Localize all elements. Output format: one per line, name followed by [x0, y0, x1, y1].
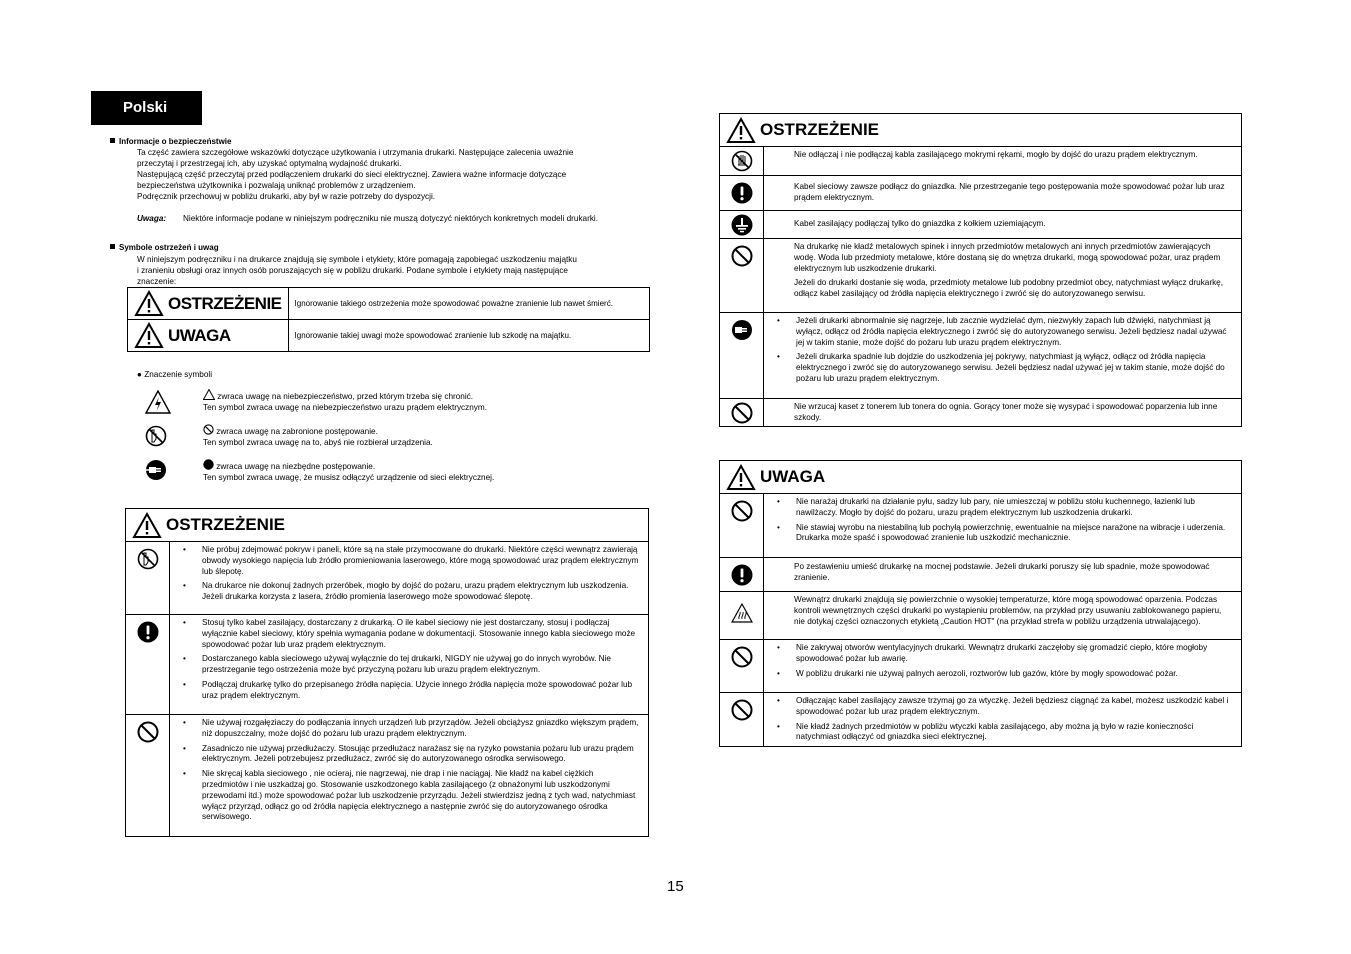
caution-right-row-5: • Odłączając kabel zasilający zawsze trzymaj go za wtyczkę. Jeżeli będziesz ciągnąć za kabel, możesz uszkodzić kabel i spowodować pożar lub uraz prądem elektrycznym. • Nie kładź żadnych przedmiotów w pobliżu wtyczki kabla zasilającego, aby można ją było w razie konieczności natychmiast odłączyć od gniazdka sieci elektrycznej.: [720, 693, 1241, 746]
warning-left-row-1: • Nie próbuj zdejmować pokryw i paneli, które są na stałe przymocowane do drukarki. Niektóre części wewnątrz zawierają obwody wysokiego napięcia lub źródło promieniowania laserowego, które mogą spowodować uraz prądem elektrycznym lub ślepotę. • Na drukarce nie dokonuj żadnych przeróbek, mogło by dojść do pożaru, urazu prądem elektrycznym lub uszkodzenia. Jeżeli drukarka korzysta z lasera, źródło promienia laserowego może spowodować ślepotę.: [126, 542, 648, 615]
warning-right-row-5: • Jeżeli drukarki abnormalnie się nagrzeje, lub zacznie wydzielać dym, niezwykły zapach lub dźwięki, natychmiast ją wyłącz, odłącz od źródła napięcia elektrycznego i zwróć się do autoryzowanego serwisu. Jeżeli będziesz nadal używać jej w takim stanie, może dojść do pożaru lub urazu prądem elektrycznym. • Jeżeli drukarka spadnie lub dojdzie do uszkodzenia jej pokrywy, natychmiast ją wyłącz, odłącz od źródła napięcia elektrycznego i zwróć się do autoryzowanego serwisu. Jeżeli będziesz nadal używać jej w takim stanie, może dojść do pożaru lub urazu prądem elektrycznym.: [720, 313, 1241, 399]
warning-box-left-header: OSTRZEŻENIE: [126, 509, 648, 542]
prohibited-icon: [731, 245, 753, 267]
no-disassembly-icon: [145, 425, 167, 452]
prohibited-icon: [731, 500, 753, 522]
symbols-text: W niniejszym podręczniku i na drukarce znajdują się symbole i etykiety, które pomagają zapobiegać uszkodzeniu majątku i zranieniu obsługi oraz innych osób poruszających się w pobliżu drukarki. Podane symbole i etykiety mają następujące znaczenie:: [137, 255, 577, 286]
mandatory-icon: [731, 182, 753, 204]
meaning-3: zwraca uwagę na niezbędne postępowanie. Ten symbol zwraca uwagę, że musisz odłączyć urządzenie od sieci elektrycznej.: [203, 459, 494, 483]
warning-right-row-1: Nie odłączaj i nie podłączaj kabla zasilającego mokrymi rękami, mogło by dojść do urazu prądem elektrycznym.: [720, 147, 1241, 176]
warning-triangle-icon: [134, 290, 164, 317]
unplug-icon: [145, 459, 169, 486]
warning-right-row-6: Nie wrzucaj kaset z tonerem lub tonera do ognia. Gorący toner może się wysypać i spowodować poparzenia lub inne szkody.: [720, 399, 1241, 427]
warning-left-row-3: • Nie używaj rozgałęziaczy do podłączania innych urządzeń lub przyrządów. Jeżeli obciążysz gniazdko większym prądem, niż dopuszczalny, może dojść do pożaru lub urazu prądem elektrycznym. • Zasadniczo nie używaj przedłużaczy. Stosując przedłużacz narażasz się na ryzyko powstania pożaru lub urazu prądem elektrycznym. Jeżeli potrzebujesz przedłużacz, zwróć się do autoryzowanego ośrodka serwisowego. • Nie skręcaj kabla sieciowego , nie ocieraj, nie nagrzewaj, nie drap i nie naciągaj. Nie kładź na kabel ciężkich przedmiotów i nie uszkadzaj go. Stosowanie uszkodzonego kabla zasilającego (z obnażonymi lub uszkodzonymi przewodami itd.) może spowodować pożar lub uszkodzenie przyrządu. Jeżeli stwierdzisz jedną z tych wad, natychmiast wyłącz przyrząd, odłącz go od źródła napięcia elektrycznego a następnie zwróć się do autoryzowanego ośrodka serwisowego.: [126, 715, 648, 837]
symbol-meaning-heading: ● Znaczenie symboli: [137, 370, 213, 379]
mandatory-small-icon: [203, 459, 214, 470]
symbols-heading: Symbole ostrzeżeń i uwag: [110, 243, 219, 252]
legend-caution-label: UWAGA: [134, 322, 282, 349]
prohibited-icon: [731, 402, 753, 424]
legend-warning-text: Ignorowanie takiego ostrzeżenia może spowodować poważne zranienie lub nawet śmierć.: [288, 288, 649, 320]
no-disassembly-icon: [137, 548, 159, 570]
caution-box-right: [719, 460, 1242, 747]
unplug-icon: [731, 319, 753, 341]
mandatory-icon: [731, 564, 753, 586]
safety-info-text: Ta część zawiera szczegółowe wskazówki dotyczące użytkowania i utrzymania drukarki. Następujące zalecenia uważnie przeczytaj i przestrzegaj ich, aby uzyskać optymalną wydajność drukarki. Następującą część przeczytaj przed podłączeniem drukarki do sieci elektrycznej. Zawiera ważne informacje dotyczące bezpieczeństwa użytkownika i pozwalają uniknąć problemów z urządzeniem. Podręcznik przechowuj w pobliżu drukarki, aby był w razie potrzeby do dyspozycji.: [137, 148, 574, 201]
warning-box-right-header: OSTRZEŻENIE: [720, 114, 1241, 147]
warning-right-row-3: Kabel zasilający podłączaj tylko do gniazdka z kołkiem uziemiającym.: [720, 211, 1241, 239]
warning-triangle-icon: [726, 117, 756, 144]
warning-box-left: [125, 508, 649, 837]
mandatory-icon: [137, 621, 159, 643]
note-line: Uwaga: Niektóre informacje podane w niniejszym podręczniku nie muszą dotyczyć niektórych konkretnych modeli drukarki.: [137, 214, 599, 223]
legend-caution-text: Ignorowanie takiej uwagi może spowodować zranienie lub szkodę na majątku.: [288, 320, 649, 352]
ground-icon: [731, 214, 753, 236]
caution-right-row-3: Wewnątrz drukarki znajdują się powierzchnie o wysokiej temperaturze, które mogą spowodować oparzenia. Podczas kontroli wewnętrznych części drukarki po wystąpieniu problemów, na przykład przy usuwaniu zablokowanego papieru, nie dotykaj części oznaczonych etykietą „Caution HOT" (na przykład strefa w pobliżu urządzenia utrwalającego).: [720, 592, 1241, 640]
hot-surface-icon: [731, 603, 753, 623]
caution-triangle-icon: [726, 464, 756, 491]
warning-triangle-icon: [132, 512, 162, 539]
meaning-2: zwraca uwagę na zabronione postępowanie. Ten symbol zwraca uwagę na to, abyś nie rozbierał urządzenia.: [203, 424, 433, 448]
legend-table: [127, 287, 650, 352]
warning-right-row-2: Kabel sieciowy zawsze podłącz do gniazdka. Nie przestrzeganie tego postępowania może spowodować pożar lub uraz prądem elektrycznym.: [720, 176, 1241, 211]
prohibited-small-icon: [203, 424, 214, 435]
meaning-1: zwraca uwagę na niebezpieczeństwo, przed którym trzeba się chronić. Ten symbol zwraca uwagę na niebezpieczeństwo urazu prądem elektrycznym.: [203, 389, 487, 413]
prohibited-icon: [137, 721, 159, 743]
caution-right-row-1: • Nie narażaj drukarki na działanie pyłu, sadzy lub pary, nie umieszczaj w pobliżu stołu kuchennego, łazienki lub nawilżaczy. Mogło by dojść do pożaru, urazu prądem elektrycznym lub uszkodzenia drukarki. • Nie stawiaj wyrobu na niestabilną lub pochyłą powierzchnię, ewentualnie na miejsce narażone na wibracje i uderzenia. Drukarka może spaść i spowodować zranienie lub uszkodzić mechanicznie.: [720, 494, 1241, 558]
warning-right-row-4: Na drukarkę nie kładź metalowych spinek i innych przedmiotów metalowych ani innych przedmiotów zawierających wodę. Woda lub przedmioty metalowe, które dostaną się do wnętrza drukarki, mogą spowodować pożar, uraz prądem elektrycznym lub uszkodzenie drukarki. Jeżeli do drukarki dostanie się woda, przedmioty metalowe lub podobny przedmiot obcy, natychmiast wyłącz drukarkę, odłącz kabel zasilający od źródła napięcia elektrycznego i zwróć się do autoryzowanego serwisu.: [720, 239, 1241, 313]
prohibited-icon: [731, 699, 753, 721]
caution-right-row-4: • Nie zakrywaj otworów wentylacyjnych drukarki. Wewnątrz drukarki zaczęłoby się gromadzić ciepło, które mogłoby spowodować pożar lub awarię. • W pobliżu drukarki nie używaj palnych aerozoli, roztworów lub gazów, które by mogły spowodować pożar.: [720, 640, 1241, 693]
warning-box-right: [719, 113, 1242, 427]
triangle-outline-icon: [203, 389, 215, 400]
language-tab: Polski: [91, 91, 202, 125]
caution-box-right-header: UWAGA: [720, 461, 1241, 494]
electric-shock-icon: [145, 390, 171, 419]
safety-info-heading: Informacje o bezpieczeństwie: [110, 137, 231, 146]
page-number: 15: [667, 878, 684, 895]
caution-triangle-icon: [134, 322, 164, 349]
prohibited-icon: [731, 646, 753, 668]
warning-left-row-2: • Stosuj tylko kabel zasilający, dostarczany z drukarką. O ile kabel sieciowy nie jest dostarczany, stosuj i podłączaj wyłącznie kabel sieciowy, który spełnia wymagania podane w dokumentacji. Stosowanie innego kabla sieciowego może spowodować pożar lub uraz prądem elektrycznym. • Dostarczanego kabla sieciowego używaj wyłącznie do tej drukarki, NIGDY nie używaj go do innych wyrobów. Nie przestrzeganie tego ostrzeżenia może być przyczyną pożaru lub urazu prądem elektrycznym. • Podłączaj drukarkę tylko do przepisanego źródła napięcia. Użycie innego źródła napięcia może spowodować pożar lub uraz prądem elektrycznym.: [126, 615, 648, 715]
no-wet-hands-icon: [731, 150, 753, 172]
legend-warning-label: OSTRZEŻENIE: [134, 290, 282, 317]
caution-right-row-2: Po zestawieniu umieść drukarkę na mocnej podstawie. Jeżeli drukarki poruszy się lub spadnie, może spowodować zranienie.: [720, 558, 1241, 592]
